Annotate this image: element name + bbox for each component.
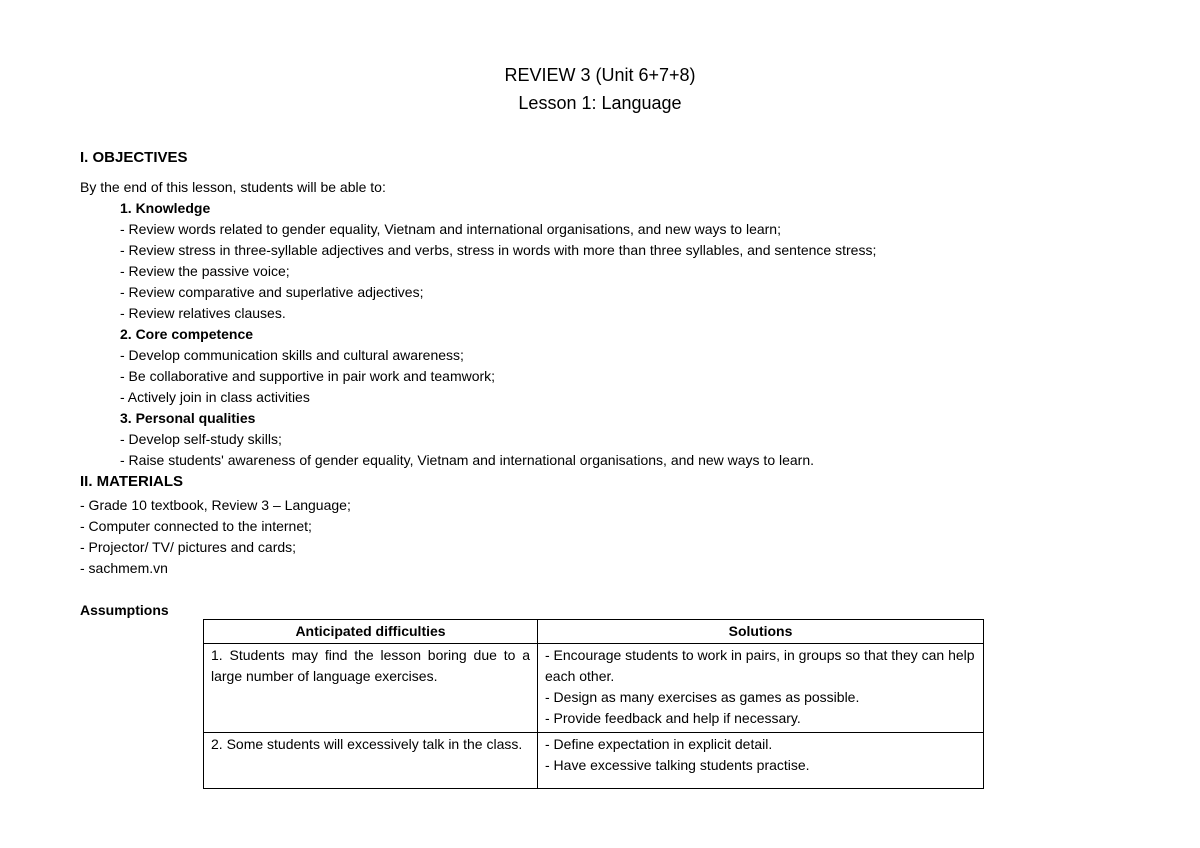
solution-item: - Have excessive talking students practise. bbox=[545, 757, 810, 773]
objectives-heading: I. OBJECTIVES bbox=[80, 149, 188, 166]
solutions-cell bbox=[538, 733, 984, 789]
objectives-intro: By the end of this lesson, students will be able to: bbox=[80, 179, 386, 195]
solution-item: - Encourage students to work in pairs, in groups so that they can help each other. bbox=[545, 647, 975, 684]
core-competence-item: - Actively join in class activities bbox=[120, 389, 310, 405]
personal-qualities-heading: 3. Personal qualities bbox=[120, 410, 256, 426]
knowledge-heading: 1. Knowledge bbox=[120, 200, 211, 216]
document-title: REVIEW 3 (Unit 6+7+8) bbox=[504, 65, 696, 85]
core-competence-item: - Be collaborative and supportive in pair work and teamwork; bbox=[120, 368, 496, 384]
column-header-difficulties: Anticipated difficulties bbox=[204, 620, 538, 644]
core-competence-item: - Develop communication skills and cultural awareness; bbox=[120, 347, 464, 363]
materials-item: - Computer connected to the internet; bbox=[80, 518, 312, 534]
column-header-solutions: Solutions bbox=[538, 620, 984, 644]
solutions-cell bbox=[538, 644, 984, 733]
personal-qualities-item: - Develop self-study skills; bbox=[120, 431, 282, 447]
document-subtitle: Lesson 1: Language bbox=[518, 93, 682, 113]
knowledge-item: - Review relatives clauses. bbox=[120, 305, 286, 321]
solution-item: - Design as many exercises as games as possible. bbox=[545, 689, 860, 705]
materials-item: - Projector/ TV/ pictures and cards; bbox=[80, 539, 297, 555]
knowledge-item: - Review words related to gender equality, Vietnam and international organisations, and new ways to learn; bbox=[120, 221, 781, 237]
difficulty-cell: 2. Some students will excessively talk in the class. bbox=[204, 733, 538, 789]
table-row bbox=[204, 644, 984, 733]
knowledge-item: - Review stress in three-syllable adjectives and verbs, stress in words with more than three syllables, and sentence stress; bbox=[120, 242, 877, 258]
solution-item: - Define expectation in explicit detail. bbox=[545, 736, 773, 752]
assumptions-table bbox=[203, 619, 984, 789]
knowledge-item: - Review comparative and superlative adjectives; bbox=[120, 284, 424, 300]
materials-item: - sachmem.vn bbox=[80, 560, 168, 576]
table-header-row bbox=[204, 620, 984, 644]
knowledge-item: - Review the passive voice; bbox=[120, 263, 290, 279]
core-competence-heading: 2. Core competence bbox=[120, 326, 254, 342]
solution-item: - Provide feedback and help if necessary. bbox=[545, 710, 801, 726]
table-row bbox=[204, 733, 984, 789]
assumptions-heading: Assumptions bbox=[80, 602, 169, 618]
materials-item: - Grade 10 textbook, Review 3 – Language; bbox=[80, 497, 351, 513]
materials-heading: II. MATERIALS bbox=[80, 473, 184, 490]
personal-qualities-item: - Raise students' awareness of gender equality, Vietnam and international organisations, and new ways to learn. bbox=[120, 452, 815, 468]
difficulty-cell: 1. Students may find the lesson boring due to a large number of language exercises. bbox=[204, 644, 538, 733]
